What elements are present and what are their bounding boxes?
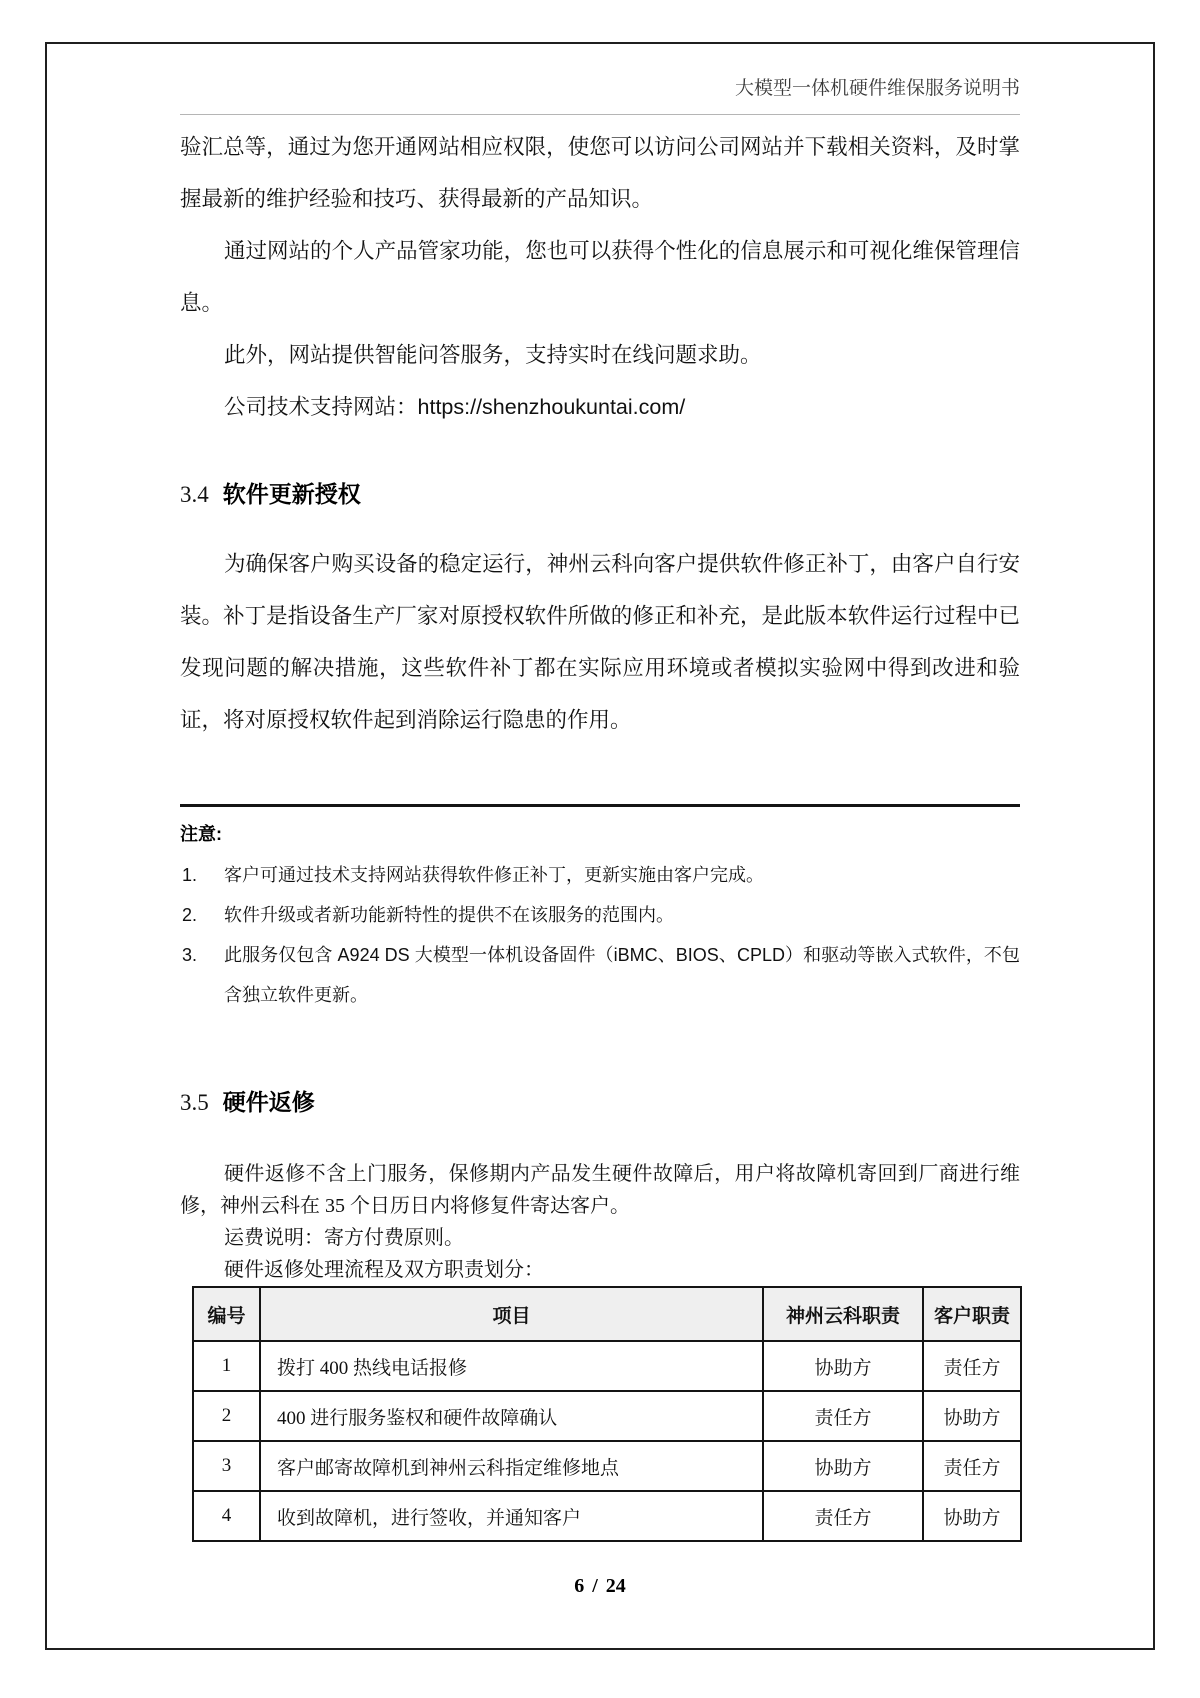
cell-customer-duty: 协助方 — [923, 1491, 1021, 1541]
page-number — [0, 1572, 1200, 1600]
table-header-item: 项目 — [260, 1287, 763, 1341]
cell-no: 1 — [193, 1341, 260, 1391]
table-header-szyk-duty: 神州云科职责 — [763, 1287, 923, 1341]
page-number-separator: / — [592, 1575, 598, 1597]
note-item-text: 客户可通过技术支持网站获得软件修正补丁，更新实施由客户完成。 — [224, 865, 764, 885]
cell-item: 拨打 400 热线电话报修 — [260, 1341, 763, 1391]
table-row — [193, 1341, 1021, 1391]
section-3-4-heading — [180, 477, 1020, 512]
page-header — [180, 75, 1020, 115]
cell-customer-duty: 责任方 — [923, 1441, 1021, 1491]
page-number-current: 6 — [574, 1575, 585, 1597]
section-3-5-body: 硬件返修不含上门服务，保修期内产品发生硬件故障后，用户将故障机寄回到厂商进行维修，神州云科在 35 个日历日内将修复件寄达客户。 — [180, 1163, 1020, 1217]
section-3-5-number: 3.5 — [180, 1090, 209, 1115]
cell-szyk-duty: 责任方 — [763, 1391, 923, 1441]
cell-item: 客户邮寄故障机到神州云科指定维修地点 — [260, 1441, 763, 1491]
shipping-note: 运费说明：寄方付费原则。 — [224, 1227, 464, 1249]
section-3-4-title: 软件更新授权 — [222, 481, 361, 507]
section-3-5-title: 硬件返修 — [222, 1089, 315, 1115]
section-3-4-number: 3.4 — [180, 482, 209, 507]
table-row — [193, 1441, 1021, 1491]
table-header-no: 编号 — [193, 1287, 260, 1341]
table-intro: 硬件返修处理流程及双方职责划分： — [224, 1259, 544, 1281]
note-item-number: 1. — [182, 865, 198, 885]
cell-szyk-duty: 责任方 — [763, 1491, 923, 1541]
note-item-number: 2. — [182, 905, 198, 925]
section-3-5-heading — [180, 1085, 1020, 1120]
note-item — [180, 935, 1020, 1015]
note-item-text: 此服务仅包含 A924 DS 大模型一体机设备固件（iBMC、BIOS、CPLD）和驱动等嵌入式软件，不包含独立软件更新。 — [224, 945, 1020, 1005]
note-label: 注意: — [180, 824, 222, 844]
document-content — [180, 75, 1020, 1542]
cell-no: 4 — [193, 1491, 260, 1541]
note-list — [180, 855, 1020, 1015]
cell-item: 收到故障机，进行签收，并通知客户 — [260, 1491, 763, 1541]
paragraph-qa: 此外，网站提供智能问答服务，支持实时在线问题求助。 — [224, 343, 762, 367]
note-item — [180, 895, 1020, 935]
note-divider-rule — [180, 804, 1020, 807]
cell-item: 400 进行服务鉴权和硬件故障确认 — [260, 1391, 763, 1441]
section-3-4-body: 为确保客户购买设备的稳定运行，神州云科向客户提供软件修正补丁，由客户自行安装。补丁是指设备生产厂家对原授权软件所做的修正和补充，是此版本软件运行过程中已发现问题的解决措施，这些软件补丁都在实际应用环境或者模拟实验网中得到改进和验证，将对原授权软件起到消除运行隐患的作用。 — [180, 552, 1020, 732]
cell-customer-duty: 协助方 — [923, 1391, 1021, 1441]
cell-no: 3 — [193, 1441, 260, 1491]
note-item — [180, 855, 1020, 895]
paragraph-continuation: 验汇总等，通过为您开通网站相应权限，使您可以访问公司网站并下载相关资料，及时掌握最新的维护经验和技巧、获得最新的产品知识。 — [180, 135, 1020, 211]
header-title: 大模型一体机硬件维保服务说明书 — [734, 78, 1020, 99]
support-site-label: 公司技术支持网站： — [224, 395, 418, 419]
note-item-number: 3. — [182, 945, 198, 965]
table-row — [193, 1391, 1021, 1441]
note-item-text: 软件升级或者新功能新特性的提供不在该服务的范围内。 — [224, 905, 674, 925]
cell-customer-duty: 责任方 — [923, 1341, 1021, 1391]
table-header-customer-duty: 客户职责 — [923, 1287, 1021, 1341]
paragraph-support-site — [180, 381, 1020, 433]
repair-responsibility-table — [192, 1286, 1022, 1542]
paragraph-portal: 通过网站的个人产品管家功能，您也可以获得个性化的信息展示和可视化维保管理信息。 — [180, 239, 1020, 315]
cell-no: 2 — [193, 1391, 260, 1441]
table-row — [193, 1491, 1021, 1541]
page-number-total: 24 — [605, 1575, 626, 1597]
support-site-url[interactable]: https://shenzhoukuntai.com/ — [417, 395, 686, 419]
cell-szyk-duty: 协助方 — [763, 1341, 923, 1391]
table-header-row — [193, 1287, 1021, 1341]
cell-szyk-duty: 协助方 — [763, 1441, 923, 1491]
